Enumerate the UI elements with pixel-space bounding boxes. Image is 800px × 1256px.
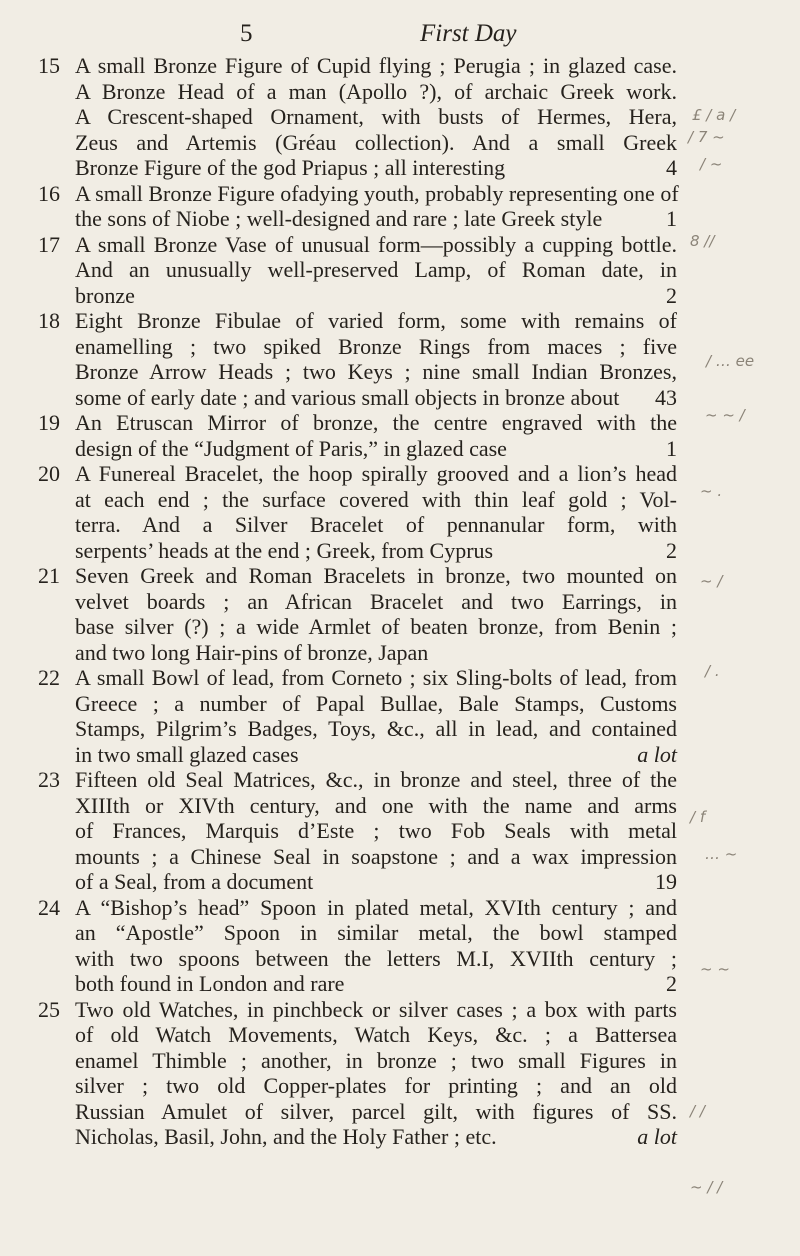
description-line — [75, 640, 677, 666]
lot-quantity: 43 — [655, 384, 677, 410]
description-line — [75, 1048, 677, 1074]
line-text: Nicholas, Basil, John, and the Holy Father ; etc. — [75, 1124, 497, 1149]
description-line — [75, 385, 677, 411]
lot-list — [0, 53, 800, 1150]
lot-entry — [0, 410, 800, 461]
lot-quantity: 2 — [666, 971, 677, 996]
description-line — [75, 308, 677, 334]
description-line — [75, 691, 677, 717]
line-text: velvet boards ; an African Bracelet and two Earrings, in — [75, 588, 677, 614]
line-text: Stamps, Pilgrim’s Badges, Toys, &c., all in lead, and contained — [75, 716, 677, 741]
description-line — [75, 79, 677, 105]
line-text: A small Bowl of lead, from Corneto ; six Sling-bolts of lead, from — [75, 665, 677, 690]
lot-description — [75, 563, 677, 665]
description-line — [75, 589, 677, 615]
line-text: bronze — [75, 282, 135, 308]
line-text: some of early date ; and various small objects in bronze about — [75, 384, 620, 410]
line-text: of Frances, Marquis d’Este ; two Fob Seals with metal — [75, 818, 677, 843]
description-line — [75, 614, 677, 640]
line-text: Greece ; a number of Papal Bullae, Bale Stamps, Customs — [75, 690, 677, 716]
lot-quantity: 2 — [666, 282, 677, 308]
lot-quantity: a lot — [637, 741, 677, 767]
description-line — [75, 946, 677, 972]
line-text: A Funereal Bracelet, the hoop spirally grooved and a lion’s head — [75, 461, 677, 486]
lot-number: 15 — [38, 53, 60, 78]
lot-quantity: 4 — [666, 155, 677, 180]
line-text: A small Bronze Figure ofadying youth, probably representing one of — [75, 180, 679, 206]
line-text: Bronze Figure of the god Priapus ; all interesting — [75, 155, 506, 180]
page-header — [0, 8, 800, 48]
line-text: and two long Hair-pins of bronze, Japan — [75, 639, 429, 665]
description-line — [75, 1073, 677, 1099]
description-line — [75, 53, 677, 79]
description-line — [75, 716, 677, 742]
lot-entry — [0, 895, 800, 997]
description-line — [75, 334, 677, 360]
line-text: an “Apostle” Spoon in similar metal, the bowl stamped — [75, 920, 677, 945]
lot-number: 24 — [38, 894, 60, 920]
description-line — [75, 563, 677, 589]
lot-description — [75, 997, 677, 1150]
description-line — [75, 818, 677, 844]
description-line — [75, 767, 677, 793]
line-text: A small Bronze Figure of Cupid flying ; Perugia ; in glazed case. — [75, 53, 677, 78]
lot-description — [75, 461, 677, 563]
lot-entry — [0, 997, 800, 1150]
lot-number: 18 — [38, 308, 60, 333]
lot-description — [75, 410, 677, 461]
description-line — [75, 538, 677, 564]
description-line — [75, 487, 677, 513]
lot-quantity: 2 — [666, 537, 677, 563]
line-text: enamel Thimble ; another, in bronze ; two small Figures in — [75, 1047, 677, 1073]
lot-quantity: 19 — [655, 869, 677, 894]
description-line — [75, 1099, 677, 1125]
description-line — [75, 1124, 677, 1150]
lot-quantity: a lot — [637, 1124, 677, 1149]
lot-entry — [0, 308, 800, 410]
line-text: with two spoons between the letters M.I, XVIIth century ; — [75, 945, 677, 971]
description-line — [75, 512, 677, 538]
lot-description — [75, 665, 677, 767]
line-text: terra. And a Silver Bracelet of pennanular form, with — [75, 512, 677, 537]
description-line — [75, 1022, 677, 1048]
description-line — [75, 461, 677, 487]
description-line — [75, 844, 677, 870]
lot-entry — [0, 461, 800, 563]
description-line — [75, 130, 677, 156]
description-line — [75, 283, 677, 309]
lot-entry — [0, 181, 800, 232]
line-text: both found in London and rare — [75, 971, 345, 996]
line-text: An Etruscan Mirror of bronze, the centre engraved with the — [75, 410, 677, 435]
running-head: First Day — [420, 20, 517, 47]
line-text: And an unusually well-preserved Lamp, of Roman date, in — [75, 257, 677, 282]
line-text: A Bronze Head of a man (Apollo ?), of archaic Greek work. — [75, 78, 677, 104]
line-text: enamelling ; two spiked Bronze Rings from maces ; five — [75, 333, 677, 359]
lot-entry — [0, 232, 800, 309]
line-text: Russian Amulet of silver, parcel gilt, with figures of SS. — [75, 1098, 677, 1124]
lot-number: 17 — [38, 231, 60, 257]
description-line — [75, 181, 677, 207]
line-text: A small Bronze Vase of unusual form—possibly a cupping bottle. — [75, 231, 677, 257]
lot-description — [75, 895, 677, 997]
line-text: in two small glazed cases — [75, 741, 299, 767]
description-line — [75, 793, 677, 819]
line-text: design of the “Judgment of Paris,” in glazed case — [75, 435, 507, 461]
lot-number: 19 — [38, 410, 60, 435]
description-line — [75, 665, 677, 691]
lot-entry — [0, 665, 800, 767]
handwritten-annotations: £ / a / / 7 ~ / ~ 8 // / … ee ~ ~ / ~ . ~ / / . / f … ~ ~ ~ / / ~ / / — [688, 106, 755, 1196]
lot-entry — [0, 767, 800, 895]
description-line — [75, 359, 677, 385]
page-number: 5 — [240, 20, 253, 47]
line-text: serpents’ heads at the end ; Greek, from Cyprus — [75, 537, 494, 563]
lot-description — [75, 308, 677, 410]
line-text: mounts ; a Chinese Seal in soapstone ; and a wax impression — [75, 843, 677, 869]
lot-quantity: 1 — [666, 435, 677, 461]
lot-entry — [0, 563, 800, 665]
lot-number: 20 — [38, 461, 60, 486]
lot-number: 21 — [38, 563, 60, 588]
lot-description — [75, 767, 677, 895]
lot-description — [75, 232, 677, 309]
line-text: A “Bishop’s head” Spoon in plated metal, XVIth century ; and — [75, 894, 677, 920]
description-line — [75, 257, 677, 283]
description-line — [75, 436, 677, 462]
line-text: XIIIth or XIVth century, and one with the name and arms — [75, 792, 677, 818]
description-line — [75, 206, 677, 232]
description-line — [75, 895, 677, 921]
description-line — [75, 232, 677, 258]
lot-number: 22 — [38, 665, 60, 690]
description-line — [75, 971, 677, 997]
lot-number: 25 — [38, 996, 60, 1022]
line-text: Seven Greek and Roman Bracelets in bronze, two mounted on — [75, 563, 677, 588]
description-line — [75, 920, 677, 946]
lot-entry — [0, 53, 800, 181]
lot-number: 23 — [38, 767, 60, 792]
description-line — [75, 869, 677, 895]
line-text: silver ; two old Copper-plates for printing ; and an old — [75, 1073, 677, 1098]
line-text: the sons of Niobe ; well-designed and rare ; late Greek style — [75, 206, 603, 231]
lot-description — [75, 181, 677, 232]
line-text: Fifteen old Seal Matrices, &c., in bronze and steel, three of the — [75, 767, 677, 792]
line-text: at each end ; the surface covered with thin leaf gold ; Vol- — [75, 486, 677, 512]
description-line — [75, 104, 677, 130]
description-line — [75, 410, 677, 436]
lot-number: 16 — [38, 180, 60, 206]
line-text: A Crescent-shaped Ornament, with busts of Hermes, Hera, — [75, 104, 677, 129]
line-text: Bronze Arrow Heads ; two Keys ; nine small Indian Bronzes, — [75, 359, 677, 384]
line-text: Two old Watches, in pinchbeck or silver cases ; a box with parts — [75, 996, 677, 1022]
description-line — [75, 155, 677, 181]
lot-quantity: 1 — [666, 206, 677, 231]
lot-description — [75, 53, 677, 181]
description-line — [75, 997, 677, 1023]
line-text: Eight Bronze Fibulae of varied form, some with remains of — [75, 308, 677, 333]
line-text: of old Watch Movements, Watch Keys, &c. ; a Battersea — [75, 1022, 677, 1047]
line-text: Zeus and Artemis (Gréau collection). And a small Greek — [75, 129, 677, 155]
description-line — [75, 742, 677, 768]
line-text: of a Seal, from a document — [75, 869, 314, 894]
line-text: base silver (?) ; a wide Armlet of beaten bronze, from Benin ; — [75, 614, 677, 639]
